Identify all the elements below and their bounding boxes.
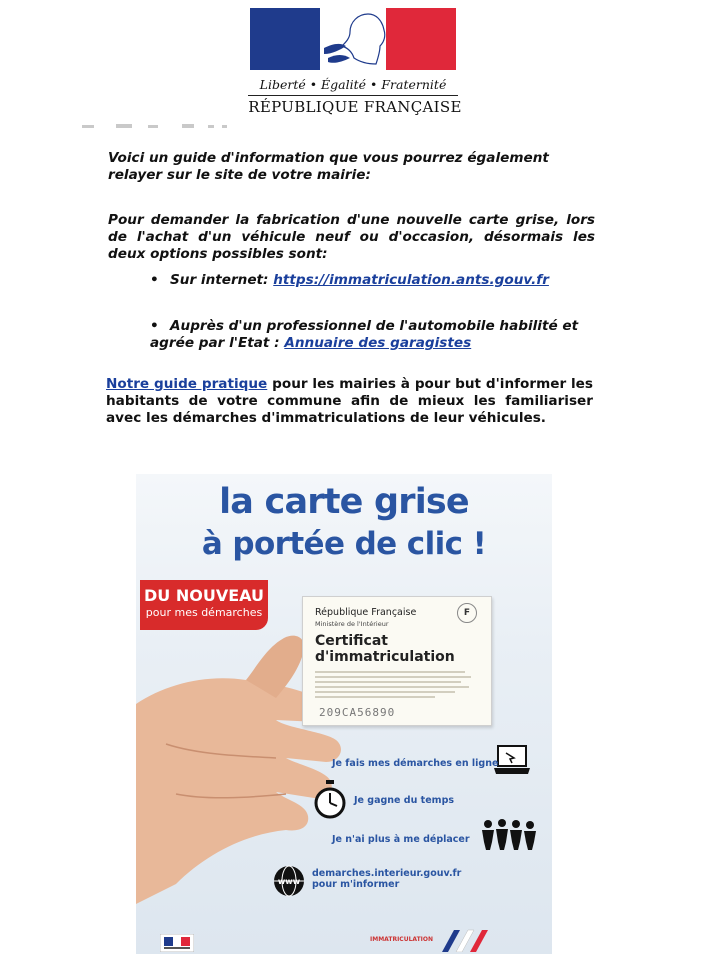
card-ministry: Ministère de l'Intérieur xyxy=(315,620,389,628)
badge-subtitle: pour mes démarches xyxy=(145,606,263,619)
ants-link[interactable]: https://immatriculation.ants.gouv.fr xyxy=(273,272,549,288)
card-republic: République Française xyxy=(315,607,417,618)
question-paragraph: Pour demander la fabrication d'une nouvelle carte grise, lors de l'achat d'un véhicule neuf ou d'occasion, désormais les deux options possibles sont: xyxy=(108,212,595,262)
carte-grise-poster xyxy=(136,474,552,954)
option-internet xyxy=(150,272,590,289)
people-icon xyxy=(478,818,538,850)
ministry-flag-logo xyxy=(160,934,194,952)
bullet: • xyxy=(150,318,159,334)
option-professional-label: Auprès d'un professionnel de l'automobile habilité et agrée par l'Etat : xyxy=(150,318,579,351)
immatriculation-tag: IMMATRICULATION xyxy=(370,936,434,943)
new-badge xyxy=(140,580,268,630)
bullet: • xyxy=(150,272,159,288)
garagistes-directory-link[interactable]: Annuaire des garagistes xyxy=(284,335,472,351)
www-globe-icon xyxy=(272,864,306,898)
republique-francaise-label: RÉPUBLIQUE FRANÇAISE xyxy=(248,98,462,116)
card-fine-print xyxy=(315,669,475,703)
feature-time: Je gagne du temps xyxy=(354,795,455,806)
card-title-line2: d'immatriculation xyxy=(315,649,455,665)
web-info xyxy=(312,868,461,890)
guide-pratique-link[interactable]: Notre guide pratique xyxy=(106,376,268,392)
card-f-mark: F xyxy=(457,603,477,623)
web-subtitle: pour m'informer xyxy=(312,879,400,890)
badge-title: DU NOUVEAU xyxy=(143,586,265,605)
motto-divider xyxy=(248,95,458,96)
option-professional xyxy=(150,318,595,352)
stopwatch-icon xyxy=(312,780,348,820)
motto: Liberté • Égalité • Fraternité xyxy=(259,77,447,92)
scan-noise xyxy=(82,122,232,132)
guide-paragraph xyxy=(106,376,593,427)
feature-online: Je fais mes démarches en ligne xyxy=(332,758,499,769)
registration-certificate-card xyxy=(302,596,492,726)
plate-stripes xyxy=(436,926,516,952)
guide-text: pour les mairies à pour but d'informer les habitants de votre commune afin de mieux les familiariser avec les démarches d'immatriculations de leur véhicules. xyxy=(106,376,593,426)
intro-paragraph: Voici un guide d'information que vous pourrez également relayer sur le site de votre mairie: xyxy=(108,150,549,183)
card-title-line1: Certificat xyxy=(315,633,388,649)
feature-no-travel: Je n'ai plus à me déplacer xyxy=(332,834,470,845)
option-internet-label: Sur internet: xyxy=(170,272,274,288)
card-number: 209CA56890 xyxy=(319,706,396,719)
poster-title-line1: la carte grise xyxy=(219,482,469,522)
svg-text:www: www xyxy=(277,877,301,886)
poster-title-line2: à portée de clic ! xyxy=(201,526,487,562)
web-url: demarches.interieur.gouv.fr xyxy=(312,868,462,879)
marianne-logo xyxy=(250,8,456,70)
